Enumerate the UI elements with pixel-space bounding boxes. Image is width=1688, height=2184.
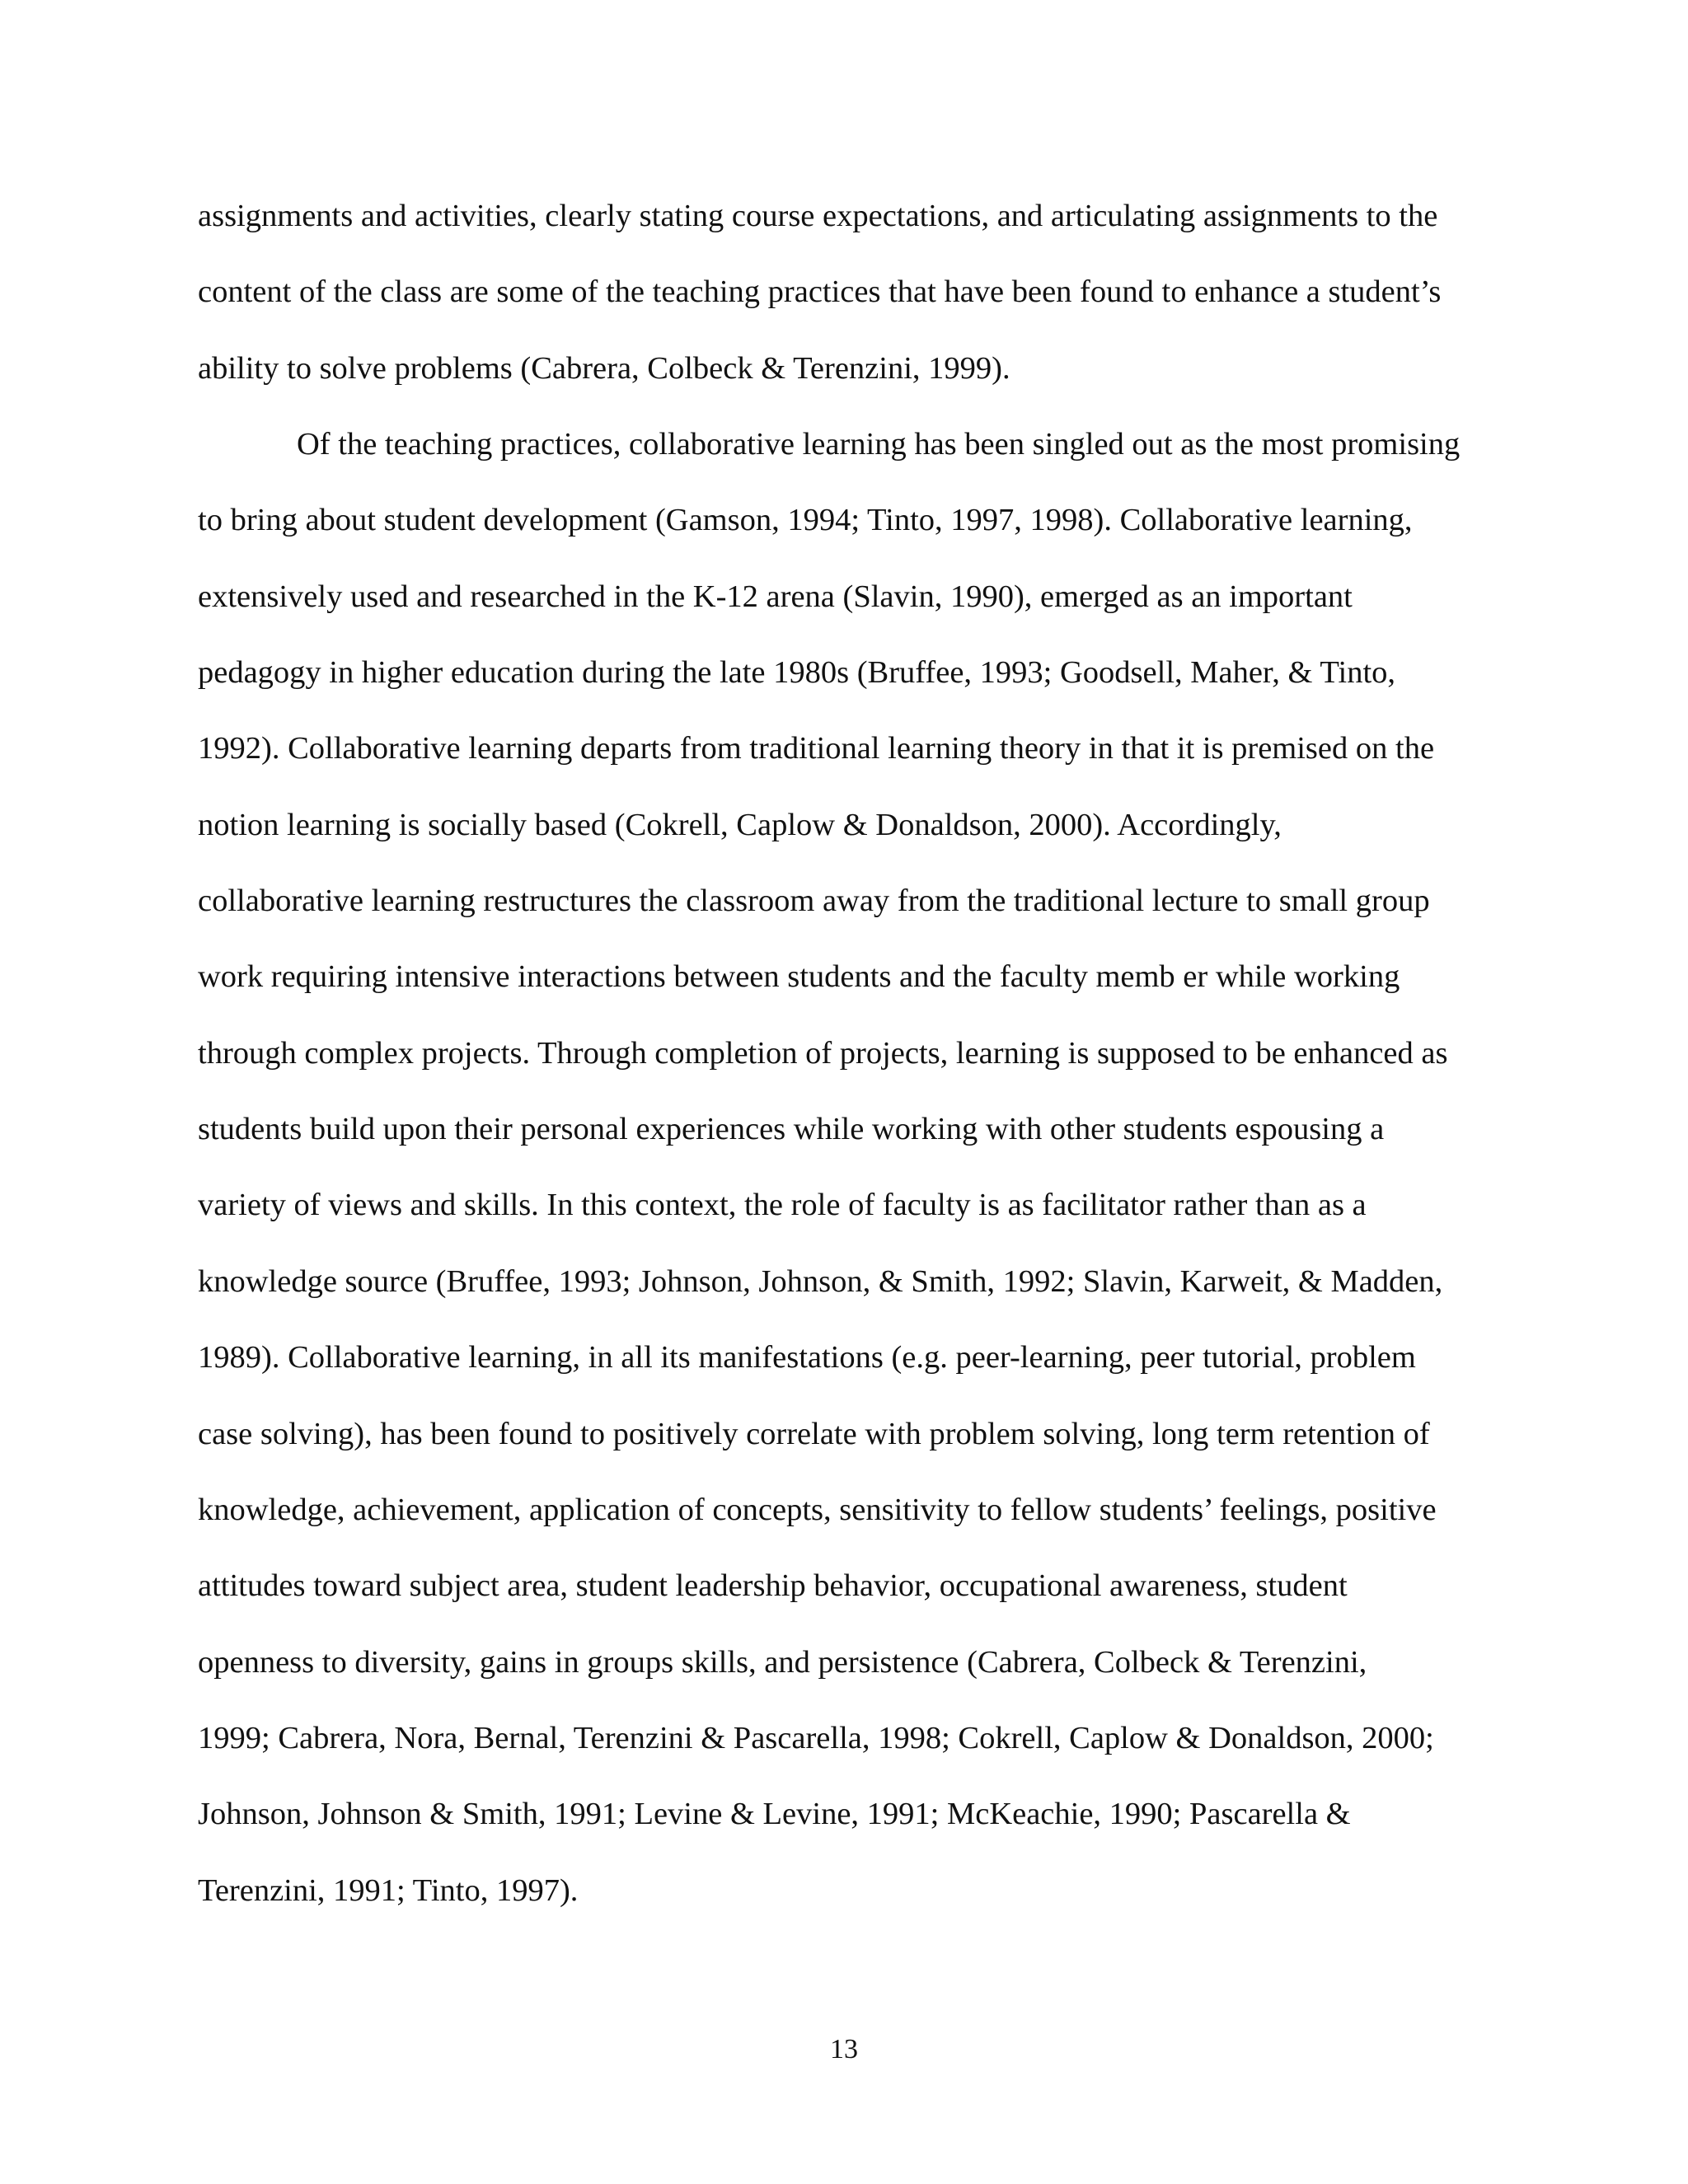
text-line: Terenzini, 1991; Tinto, 1997). bbox=[198, 1872, 579, 1908]
text-line: to bring about student development (Gamson, 1994; Tinto, 1997, 1998). Collaborative learning, bbox=[198, 503, 1413, 538]
text-line: 1989). Collaborative learning, in all its manifestations (e.g. peer-learning, peer tutorial, problem bbox=[198, 1340, 1416, 1376]
text-line: through complex projects. Through completion of projects, learning is supposed to be enhanced as bbox=[198, 1035, 1448, 1071]
text-line: 1999; Cabrera, Nora, Bernal, Terenzini & Pascarella, 1998; Cokrell, Caplow & Donaldson, 2000; bbox=[198, 1720, 1434, 1755]
text-line: attitudes toward subject area, student leadership behavior, occupational awareness, student bbox=[198, 1568, 1348, 1604]
text-line: notion learning is socially based (Cokrell, Caplow & Donaldson, 2000). Accordingly, bbox=[198, 807, 1282, 842]
text-line: variety of views and skills. In this context, the role of faculty is as facilitator rather than as a bbox=[198, 1188, 1367, 1223]
text-line: case solving), has been found to positively correlate with problem solving, long term retention of bbox=[198, 1416, 1430, 1451]
text-line: pedagogy in higher education during the late 1980s (Bruffee, 1993; Goodsell, Maher, & Tinto, bbox=[198, 655, 1396, 691]
text-line: content of the class are some of the teaching practices that have been found to enhance a student’s bbox=[198, 274, 1442, 310]
paragraph-first-line: Of the teaching practices, collaborative learning has been singled out as the most promising bbox=[297, 427, 1461, 462]
text-line: collaborative learning restructures the classroom away from the traditional lecture to small group bbox=[198, 883, 1430, 919]
text-line: knowledge, achievement, application of concepts, sensitivity to fellow students’ feelings, positive bbox=[198, 1492, 1437, 1527]
text-line: Johnson, Johnson & Smith, 1991; Levine & Levine, 1991; McKeachie, 1990; Pascarella & bbox=[198, 1797, 1351, 1832]
body-text bbox=[198, 193, 1517, 1943]
text-line: ability to solve problems (Cabrera, Colbeck & Terenzini, 1999). bbox=[198, 350, 1010, 386]
text-line: openness to diversity, gains in groups skills, and persistence (Cabrera, Colbeck & Terenzini, bbox=[198, 1644, 1367, 1680]
page-number: 13 bbox=[830, 2034, 858, 2064]
text-line: work requiring intensive interactions between students and the faculty memb er while working bbox=[198, 959, 1400, 995]
text-line: extensively used and researched in the K-12 arena (Slavin, 1990), emerged as an important bbox=[198, 579, 1353, 614]
text-line: students build upon their personal experiences while working with other students espousing a bbox=[198, 1112, 1385, 1147]
text-line: knowledge source (Bruffee, 1993; Johnson, Johnson, & Smith, 1992; Slavin, Karweit, & Madden, bbox=[198, 1263, 1443, 1299]
text-line: 1992). Collaborative learning departs from traditional learning theory in that it is premised on the bbox=[198, 731, 1435, 766]
text-line: assignments and activities, clearly stating course expectations, and articulating assignments to the bbox=[198, 199, 1438, 233]
